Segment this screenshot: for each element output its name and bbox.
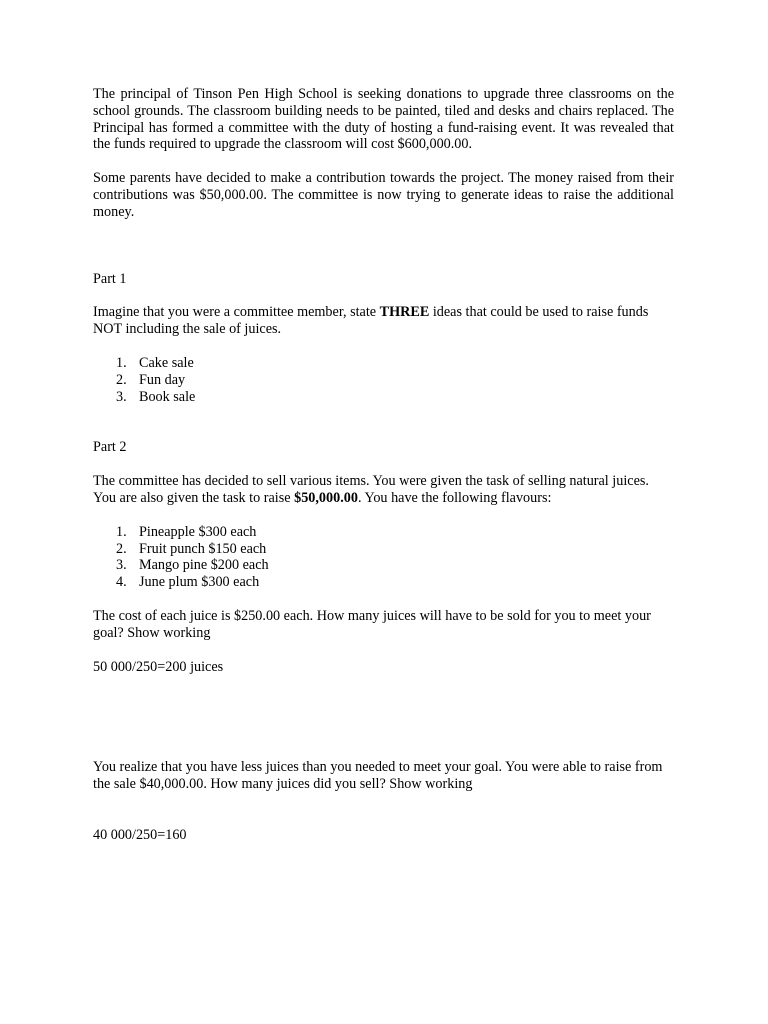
list-number: 4. [116,574,127,591]
question-2: You realize that you have less juices than you needed to meet your goal. You were able to raise from the sale $40,000.00. How many juices did you sell? Show working [93,759,663,793]
list-number: 2. [116,371,127,388]
list-item [93,355,674,372]
list-item [93,541,674,558]
document-page [93,86,674,844]
part2-prompt [93,473,674,507]
list-item [93,389,674,406]
list-number: 3. [116,388,127,405]
answer-2: 40 000/250=160 [93,826,187,843]
ideas-list [93,355,674,405]
intro-paragraph-1: The principal of Tinson Pen High School is seeking donations to upgrade three classrooms on the school grounds. The classroom building needs to be painted, tiled and desks and chairs replaced. The Principal has formed a committee with the duty of hosting a fund-raising event. It was revealed that the funds required to upgrade the classroom will cost $600,000.00. [93,86,674,153]
list-number: 1. [116,354,127,371]
part1-prompt [93,304,674,338]
list-number: 3. [116,557,127,574]
part1-prompt-text: Imagine that you were a committee member, state [93,304,380,321]
list-item-text: Fruit punch $150 each [139,540,267,557]
list-item [93,557,674,574]
answer-1: 50 000/250=200 juices [93,658,224,675]
list-item [93,524,674,541]
part2-heading: Part 2 [93,439,127,456]
part1-prompt-text-end: ideas that could be used to raise funds NOT including the sale of juices. [93,304,649,338]
part1-heading: Part 1 [93,270,127,287]
list-item-text: Book sale [139,388,196,405]
list-item [93,574,674,591]
list-item-text: June plum $300 each [139,574,260,591]
intro-paragraph-2: Some parents have decided to make a contribution towards the project. The money raised from their contributions was $50,000.00. The committee is now trying to generate ideas to raise the additional money. [93,170,674,220]
list-item-text: Mango pine $200 each [139,557,269,574]
list-number: 1. [116,523,127,540]
part2-prompt-text-end: . You have the following flavours: [357,489,552,506]
list-item-text: Fun day [139,371,186,388]
part2-prompt-text: The committee has decided to sell various items. You were given the task of selling natural juices. You are also given the task to raise [93,473,649,506]
question-1: The cost of each juice is $250.00 each. How many juices will have to be sold for you to meet your goal? Show working [93,607,651,641]
list-number: 2. [116,540,127,557]
list-item-text: Cake sale [139,354,194,371]
flavours-list [93,524,674,591]
part2-prompt-emphasis: $50,000.00 [294,489,358,506]
list-item-text: Pineapple $300 each [139,523,257,540]
part1-prompt-emphasis: THREE [379,304,430,321]
list-item [93,372,674,389]
